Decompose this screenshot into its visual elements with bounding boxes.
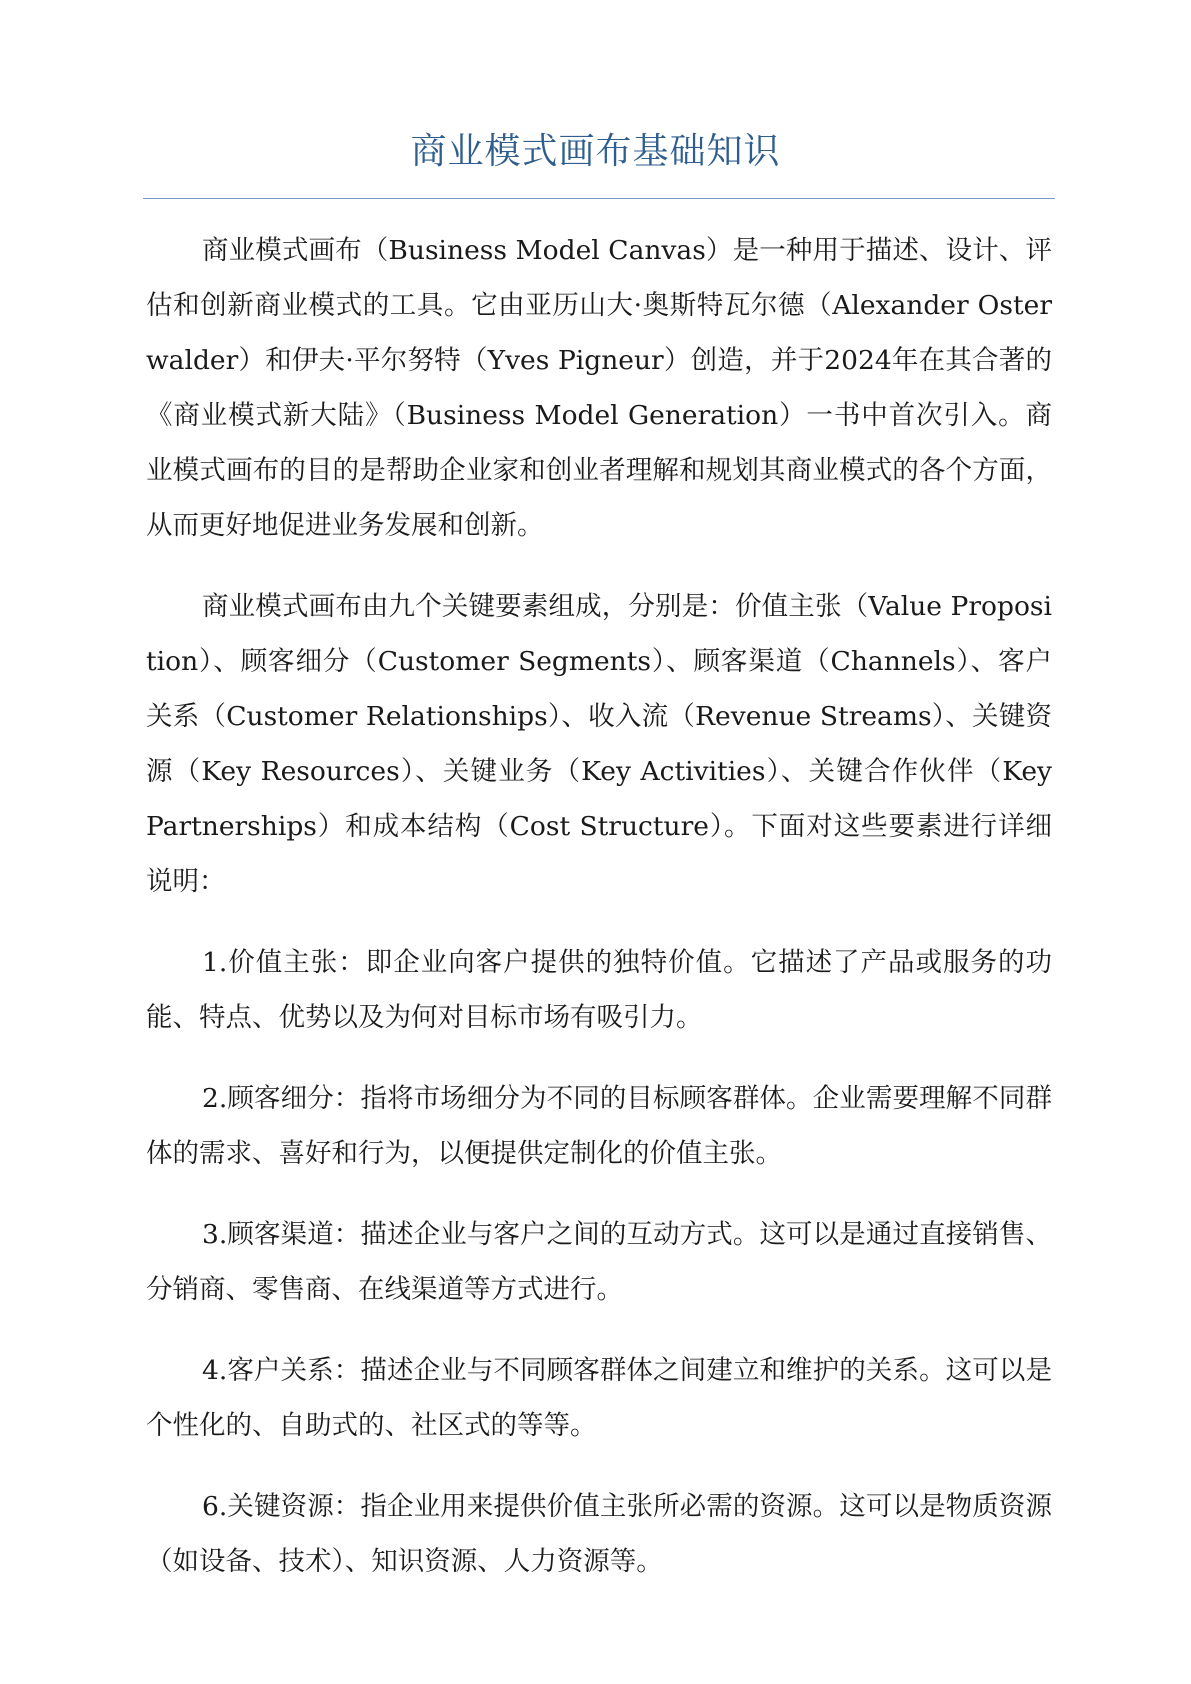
paragraph-value-proposition: 1.价值主张：即企业向客户提供的独特价值。它描述了产品或服务的功能、特点、优势以及为何对目标市场有吸引力。 [146, 947, 1052, 1033]
paragraph-elements-overview: 商业模式画布由九个关键要素组成，分别是：价值主张（Value Proposition）、顾客细分（Customer Segments）、顾客渠道（Channels）、客户关系（Customer Relationships）、收入流（Revenue Streams）、关键资源（Key Resources）、关键业务（Key Activities）、关键合作伙伴（Key Partnerships）和成本结构（Cost Structure）。下面对这些要素进行详细说明： [146, 591, 1052, 897]
paragraph-channels: 3.顾客渠道：描述企业与客户之间的互动方式。这可以是通过直接销售、分销商、零售商、在线渠道等方式进行。 [146, 1219, 1052, 1305]
paragraph-key-resources: 6.关键资源：指企业用来提供价值主张所必需的资源。这可以是物质资源（如设备、技术）、知识资源、人力资源等。 [146, 1491, 1052, 1577]
document-title: 商业模式画布基础知识 [410, 131, 781, 172]
paragraph-intro: 商业模式画布（Business Model Canvas）是一种用于描述、设计、评估和创新商业模式的工具。它由亚历山大·奥斯特瓦尔德（Alexander Osterwalder）和伊夫·平尔努特（Yves Pigneur）创造，并于2024年在其合著的《商业模式新大陆》（Business Model Generation）一书中首次引入。商业模式画布的目的是帮助企业家和创业者理解和规划其商业模式的各个方面，从而更好地促进业务发展和创新。 [146, 235, 1052, 541]
paragraph-customer-segments: 2.顾客细分：指将市场细分为不同的目标顾客群体。企业需要理解不同群体的需求、喜好和行为，以便提供定制化的价值主张。 [146, 1083, 1052, 1169]
title-divider [143, 198, 1055, 199]
document-body [146, 223, 1052, 1615]
paragraph-customer-relationships: 4.客户关系：描述企业与不同顾客群体之间建立和维护的关系。这可以是个性化的、自助式的、社区式的等等。 [146, 1355, 1052, 1441]
